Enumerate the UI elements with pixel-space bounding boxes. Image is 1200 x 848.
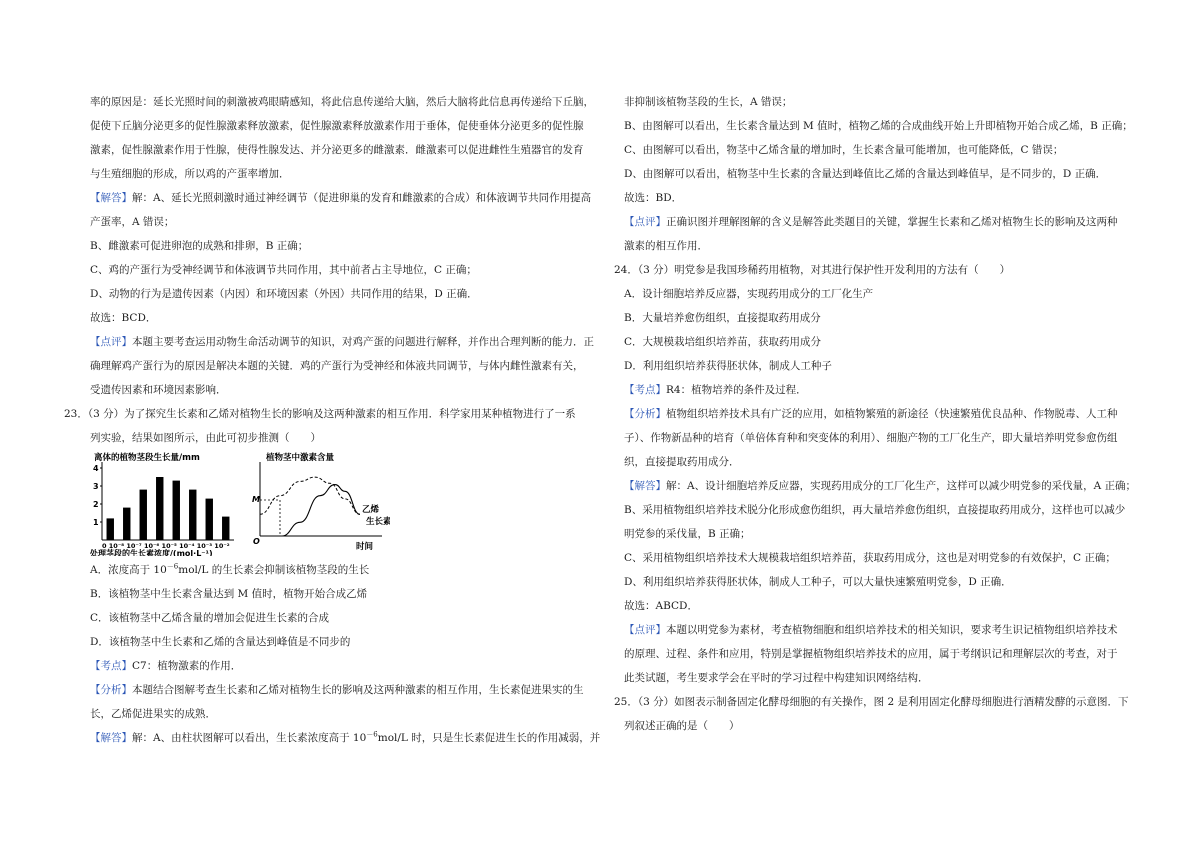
fenxi-text: 本题结合图解考查生长素和乙烯对植物生长的影响及这两种激素的相互作用，生长素促进果实的生 [132,684,584,696]
bar-series [107,477,230,540]
bar [156,477,163,540]
bar-y-tick-label: 1 [93,518,99,527]
line-chart-title: 植物茎中激素含量 [266,453,335,463]
answer-tag: 【解答】 [90,192,132,204]
answer-choice: 故选：ABCD． [624,600,698,612]
q22-comment [90,330,610,354]
q25-stem: 25．（3 分）如图表示制备固定化酵母细胞的有关操作，图 2 是利用固定化酵母细胞进行酒精发酵的示意图．下 [614,696,1129,708]
q24-option-c: C．大规模栽培组织培养苗，获取药用成分 [624,336,822,348]
comment-text: 正确识图并理解图解的含义是解答此类题目的关键，掌握生长素和乙烯对植物生长的影响及这两种 [666,216,1118,228]
comment-text: 的原理、过程、条件和应用，特别是掌握植物组织培养技术的应用，属于考纲识记和理解层次的考查，对于 [624,648,1118,660]
q22-explanation-line: 促使下丘脑分泌更多的促性腺激素释放激素，促性腺激素释放激素作用于垂体，促使垂体分泌更多的促性腺 [90,120,584,132]
q23-stem: 23．（3 分）为了探究生长素和乙烯对植物生长的影响及这两种激素的相互作用．科学家用某种植物进行了一系 [64,408,576,420]
bar-y-tick-label: 3 [93,482,99,491]
bar [123,508,130,540]
answer-text: 产蛋率，A 错误； [90,216,175,228]
bar-x-axis-label: 处理茎段的生长素浓度/(mol·L⁻¹) [90,549,213,556]
bar [189,490,196,540]
q22-answer [90,186,610,210]
auxin-label: 生长素 [366,517,390,527]
kaodian-tag: 【考点】 [90,660,132,672]
bar [206,499,213,540]
jieda-text: 解：A、由柱状图解可以看出，生长素浓度高于 10 [132,732,367,744]
answer-option-d: D、动物的行为是遗传因素（内因）和环境因素（外因）共同作用的结果，D 正确． [90,288,478,300]
jieda-text: 解：A、设计细胞培养反应器，实现药用成分的工厂化生产，这样可以减少明党参的采伐量，A 正确； [666,480,1137,492]
m-marker-label: M [252,495,260,504]
q23-comment [624,210,1154,234]
answer-choice: 故选：BCD． [90,312,157,324]
comment-text: 激素的相互作用． [624,240,708,252]
q23-option-b: B．该植物茎中生长素含量达到 M 值时，植物开始合成乙烯 [90,588,368,600]
q24-jieda [624,474,1154,498]
origin-label: O [253,537,260,546]
q25-stem: 列叙述正确的是（ ） [624,720,740,732]
answer-option-b: B、采用植物组织培养技术脱分化形成愈伤组织，再大量培养愈伤组织，直接提取药用成分，这样也可以减少 [624,504,1126,516]
q23-option-a-sup: －6 [166,562,179,571]
answer-option-b-cont: 明党参的采伐量，B 正确； [624,528,751,540]
q22-explanation-line: 与生殖细胞的形成，所以鸡的产蛋率增加． [90,168,290,180]
answer-option-c: C、鸡的产蛋行为受神经调节和体液调节共同作用，其中前者占主导地位，C 正确； [90,264,477,276]
q24-kaodian [624,378,1154,402]
q24-option-d: D．利用组织培养获得胚状体，制成人工种子 [624,360,832,372]
q23-kaodian [90,654,610,678]
q22-explanation-line: 率的原因是：延长光照时间的刺激被鸡眼睛感知，将此信息传递给大脑，然后大脑将此信息再传递给下丘脑， [90,96,594,108]
ethylene-curve [282,485,360,536]
answer-option-c: C、采用植物组织培养技术大规模栽培组织培养苗，获取药用成分，这也是对明党参的有效保护，C 正确； [624,552,1116,564]
fenxi-text: 织，直接提取药用成分． [624,456,740,468]
comment-text: 此类试题，考生要求学会在平时的学习过程中构建知识网络结构． [624,672,929,684]
kaodian-text: C7：植物激素的作用． [132,660,242,672]
jieda-sup: －6 [366,730,378,739]
fenxi-text: 长，乙烯促进果实的成熟． [90,708,216,720]
answer-option-b: B、由图解可以看出，生长素含量达到 M 值时，植物乙烯的合成曲线开始上升即植物开始合成乙烯，B 正确； [624,120,1133,132]
answer-option-d: D、由图解可以看出，植物茎中生长素的含量达到峰值比乙烯的含量达到峰值早，是不同步的，D 正确． [624,168,1107,180]
q23-figure [90,452,610,556]
comment-text: 本题主要考查运用动物生命活动调节的知识，对鸡产蛋的问题进行解释，并作出合理判断的能力．正 [132,336,594,348]
answer-text: 解：A、延长光照刺激时通过神经调节（促进卵巢的发育和雌激素的合成）和体液调节共同作用提高 [132,192,592,204]
fenxi-tag: 【分析】 [90,684,132,696]
answer-option-b: B、雌激素可促进卵泡的成熟和排卵，B 正确； [90,240,309,252]
jieda-text2: mol/L 时，只是生长素促进生长的作用减弱，并 [377,732,601,744]
q24-fenxi [624,402,1154,426]
answer-option-c: C、由图解可以看出，物茎中乙烯含量的增加时，生长素含量可能增加，也可能降低，C 错误； [624,144,1064,156]
comment-tag: 【点评】 [624,624,666,636]
kaodian-tag: 【考点】 [624,384,666,396]
bar-y-tick-label: 4 [93,464,99,473]
q24-option-b: B．大量培养愈伤组织，直接提取药用成分 [624,312,821,324]
bar-chart-title: 离体的植物茎段生长量/mm [94,453,200,463]
bar-y-ticks [93,464,102,527]
line-x-axis-label: 时间 [356,542,374,552]
bar [140,490,147,540]
q24-comment [624,618,1154,642]
comment-text: 确理解鸡产蛋行为的原因是解决本题的关键．鸡的产蛋行为受神经和体液共同调节，与体内雌性激素有关， [90,360,584,372]
fenxi-tag: 【分析】 [624,408,666,420]
answer-option-d: D、利用组织培养获得胚状体，制成人工种子，可以大量快速繁殖明党参，D 正确． [624,576,1012,588]
comment-tag: 【点评】 [90,336,132,348]
jieda-tag: 【解答】 [624,480,666,492]
q23-fenxi [90,678,610,702]
bar [107,518,114,540]
q24-option-a: A．设计细胞培养反应器，实现药用成分的工厂化生产 [624,288,874,300]
q24-stem: 24．（3 分）明党参是我国珍稀药用植物，对其进行保护性开发利用的方法有（ ） [614,264,1011,276]
bar [222,517,229,540]
comment-text: 受遗传因素和环境因素影响． [90,384,227,396]
q23-stem: 列实验，结果如图所示，由此可初步推测（ ） [90,432,321,444]
q23-option-a-text: A．浓度高于 10 [90,564,167,576]
bar-category-labels: 0 10⁻⁸ 10⁻⁷ 10⁻⁶ 10⁻⁵ 10⁻⁴ 10⁻³ 10⁻² [102,542,230,550]
fenxi-text: 植物组织培养技术具有广泛的应用，如植物繁殖的新途径（快速繁殖优良品种、作物脱毒、人工种 [666,408,1118,420]
q23-answer-continued: 非抑制该植物茎段的生长，A 错误； [624,96,793,108]
q23-option-d: D．该植物茎中生长素和乙烯的含量达到峰值是不同步的 [90,636,351,648]
jieda-tag: 【解答】 [90,732,132,744]
q23-option-c: C．该植物茎中乙烯含量的增加会促进生长素的合成 [90,612,330,624]
left-column [64,90,610,750]
kaodian-text: R4：植物培养的条件及过程． [666,384,807,396]
comment-text: 本题以明党参为素材，考查植物细胞和组织培养技术的相关知识，要求考生识记植物组织培养技术 [666,624,1118,636]
q23-option-a-text2: mol/L 的生长素会抑制该植物茎段的生长 [178,564,370,576]
q22-explanation-line: 激素，促性腺激素作用于性腺，使得性腺发达、并分泌更多的雌激素．雌激素可以促进雌性生殖器官的发育 [90,144,584,156]
comment-tag: 【点评】 [624,216,666,228]
q23-jieda [90,726,610,750]
ethylene-label: 乙烯 [362,505,380,515]
q23-figure-svg [90,452,390,556]
bar [173,481,180,540]
answer-choice: 故选：BD． [624,192,683,204]
right-column [614,90,1154,738]
bar-y-tick-label: 2 [93,500,99,509]
fenxi-text: 子）、作物新品种的培育（单倍体育种和突变体的利用）、细胞产物的工厂化生产，即大量培养明党参愈伤组 [624,432,1118,444]
q23-option-a [90,558,610,582]
